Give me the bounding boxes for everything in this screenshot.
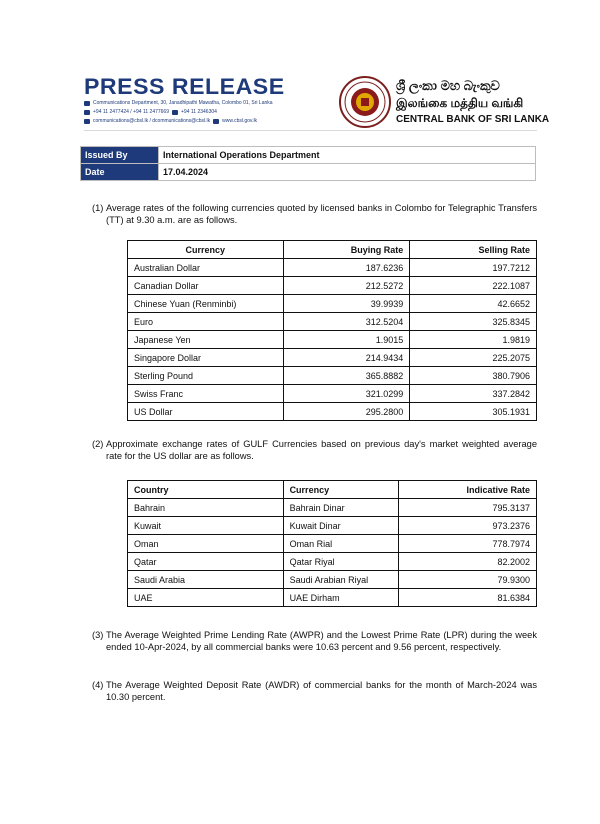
release-meta-table bbox=[80, 146, 536, 181]
country-cell: Qatar bbox=[128, 553, 284, 571]
tt-rate-row bbox=[128, 277, 537, 295]
country-cell: Oman bbox=[128, 535, 284, 553]
selling-rate-cell: 305.1931 bbox=[410, 403, 537, 421]
gulf-rate-row bbox=[128, 553, 537, 571]
central-bank-seal-icon bbox=[339, 76, 391, 128]
buying-rate-cell: 312.5204 bbox=[283, 313, 410, 331]
currency-cell: Canadian Dollar bbox=[128, 277, 284, 295]
indicative-rate-cell: 973.2376 bbox=[399, 517, 537, 535]
currency-cell: Japanese Yen bbox=[128, 331, 284, 349]
buying-rate-cell: 1.9015 bbox=[283, 331, 410, 349]
bank-name-sinhala: ශ්‍රී ලංකා මහ බැංකුව bbox=[396, 78, 500, 93]
email-icon bbox=[84, 119, 90, 124]
country-cell: Kuwait bbox=[128, 517, 284, 535]
gulf-rate-row bbox=[128, 535, 537, 553]
section-2-number: (2) bbox=[92, 439, 104, 449]
section-1-number: (1) bbox=[92, 203, 104, 213]
selling-rate-cell: 380.7906 bbox=[410, 367, 537, 385]
currency-cell: Swiss Franc bbox=[128, 385, 284, 403]
tt-rate-row bbox=[128, 403, 537, 421]
contact-address: Communications Department, 30, Janadhipathi Mawatha, Colombo 01, Sri Lanka bbox=[84, 100, 273, 106]
tt-rates-table bbox=[127, 240, 537, 421]
selling-rate-cell: 197.7212 bbox=[410, 259, 537, 277]
buying-rate-cell: 321.0299 bbox=[283, 385, 410, 403]
header-divider bbox=[84, 130, 537, 131]
buying-rate-cell: 212.5272 bbox=[283, 277, 410, 295]
contact-email-web: communications@cbsl.lk / dcommunications@cbsl.lk www.cbsl.gov.lk bbox=[84, 118, 257, 124]
tt-rates-header-row bbox=[128, 241, 537, 259]
selling-rate-cell: 222.1087 bbox=[410, 277, 537, 295]
currency-cell: Australian Dollar bbox=[128, 259, 284, 277]
indicative-rate-cell: 81.6384 bbox=[399, 589, 537, 607]
tt-rate-row bbox=[128, 313, 537, 331]
header-indicative-rate: Indicative Rate bbox=[399, 481, 537, 499]
selling-rate-cell: 337.2842 bbox=[410, 385, 537, 403]
gulf-rates-header-row bbox=[128, 481, 537, 499]
gulf-rate-row bbox=[128, 571, 537, 589]
section-1-paragraph bbox=[92, 203, 537, 226]
tt-rate-row bbox=[128, 331, 537, 349]
country-cell: Bahrain bbox=[128, 499, 284, 517]
gulf-currency-cell: Bahrain Dinar bbox=[283, 499, 399, 517]
header-country: Country bbox=[128, 481, 284, 499]
section-2-paragraph bbox=[92, 439, 537, 462]
indicative-rate-cell: 82.2002 bbox=[399, 553, 537, 571]
selling-rate-cell: 225.2075 bbox=[410, 349, 537, 367]
section-3-text: The Average Weighted Prime Lending Rate (AWPR) and the Lowest Prime Rate (LPR) during the week ended 10-Apr-2024, by all commercial banks were 10.63 percent and 9.56 percent, respectively. bbox=[106, 630, 537, 652]
bank-name-english: CENTRAL BANK OF SRI LANKA bbox=[396, 114, 550, 125]
currency-cell: US Dollar bbox=[128, 403, 284, 421]
gulf-rate-row bbox=[128, 589, 537, 607]
issued-by-label: Issued By bbox=[81, 147, 159, 164]
gulf-currency-cell: UAE Dirham bbox=[283, 589, 399, 607]
bank-name-tamil: இலங்கை மத்திய வங்கி bbox=[396, 96, 524, 110]
gulf-rate-row bbox=[128, 517, 537, 535]
selling-rate-cell: 1.9819 bbox=[410, 331, 537, 349]
currency-cell: Chinese Yuan (Renminbi) bbox=[128, 295, 284, 313]
date-label: Date bbox=[81, 164, 159, 181]
indicative-rate-cell: 778.7974 bbox=[399, 535, 537, 553]
gulf-rate-row bbox=[128, 499, 537, 517]
currency-cell: Euro bbox=[128, 313, 284, 331]
indicative-rate-cell: 795.3137 bbox=[399, 499, 537, 517]
gulf-currency-cell: Oman Rial bbox=[283, 535, 399, 553]
buying-rate-cell: 214.9434 bbox=[283, 349, 410, 367]
date-row bbox=[81, 164, 536, 181]
gulf-currency-cell: Kuwait Dinar bbox=[283, 517, 399, 535]
selling-rate-cell: 325.8345 bbox=[410, 313, 537, 331]
tt-rate-row bbox=[128, 259, 537, 277]
phone-icon bbox=[84, 110, 90, 115]
header-buying-rate: Buying Rate bbox=[283, 241, 410, 259]
section-4-paragraph bbox=[92, 680, 537, 703]
issued-by-row bbox=[81, 147, 536, 164]
section-2-text: Approximate exchange rates of GULF Currencies based on previous day's market weighted average rate for the US dollar are as follows. bbox=[106, 439, 537, 461]
gulf-currency-cell: Saudi Arabian Riyal bbox=[283, 571, 399, 589]
header-selling-rate: Selling Rate bbox=[410, 241, 537, 259]
section-3-paragraph bbox=[92, 630, 537, 653]
selling-rate-cell: 42.6652 bbox=[410, 295, 537, 313]
gulf-rates-table bbox=[127, 480, 537, 607]
issued-by-value: International Operations Department bbox=[159, 147, 536, 164]
gulf-currency-cell: Qatar Riyal bbox=[283, 553, 399, 571]
press-release-title: PRESS RELEASE bbox=[84, 74, 285, 99]
buying-rate-cell: 39.9939 bbox=[283, 295, 410, 313]
currency-cell: Singapore Dollar bbox=[128, 349, 284, 367]
indicative-rate-cell: 79.9300 bbox=[399, 571, 537, 589]
web-icon bbox=[213, 119, 219, 124]
tt-rate-row bbox=[128, 367, 537, 385]
section-1-text: Average rates of the following currencies quoted by licensed banks in Colombo for Telegraphic Transfers (TT) at 9.30 a.m. are as follows. bbox=[106, 203, 537, 225]
currency-cell: Sterling Pound bbox=[128, 367, 284, 385]
country-cell: Saudi Arabia bbox=[128, 571, 284, 589]
tt-rate-row bbox=[128, 295, 537, 313]
header-currency: Currency bbox=[128, 241, 284, 259]
date-value: 17.04.2024 bbox=[159, 164, 536, 181]
section-3-number: (3) bbox=[92, 630, 104, 640]
section-4-text: The Average Weighted Deposit Rate (AWDR) of commercial banks for the month of March-2024 was 10.30 percent. bbox=[106, 680, 537, 702]
buying-rate-cell: 295.2800 bbox=[283, 403, 410, 421]
buying-rate-cell: 365.8882 bbox=[283, 367, 410, 385]
contact-phone-fax: +94 11 2477424 / +94 11 2477669 +94 11 2346304 bbox=[84, 109, 217, 115]
fax-icon bbox=[172, 110, 178, 115]
mail-icon bbox=[84, 101, 90, 106]
tt-rate-row bbox=[128, 385, 537, 403]
tt-rate-row bbox=[128, 349, 537, 367]
buying-rate-cell: 187.6236 bbox=[283, 259, 410, 277]
country-cell: UAE bbox=[128, 589, 284, 607]
header-currency: Currency bbox=[283, 481, 399, 499]
section-4-number: (4) bbox=[92, 680, 104, 690]
